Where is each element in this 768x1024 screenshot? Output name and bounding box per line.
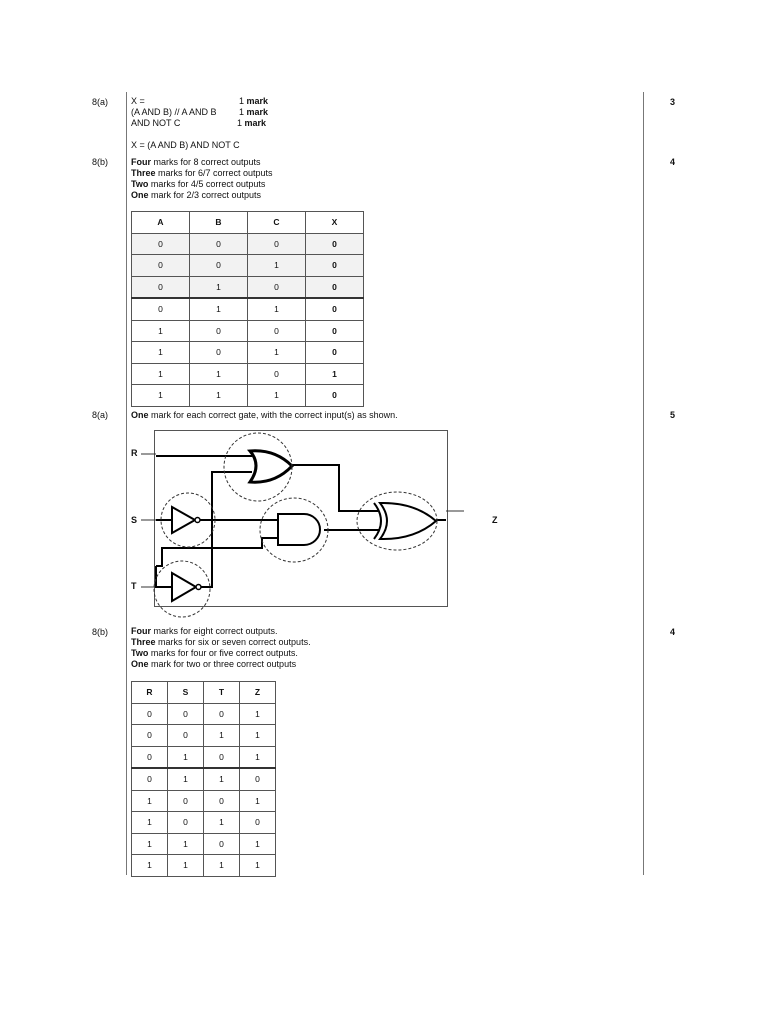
question-number: 8(b) [92,627,109,637]
question-marks: 3 [670,97,676,107]
cell: 0 [190,233,248,255]
criteria-line: One mark for 2/3 correct outputs [131,190,262,200]
table-row [132,746,276,768]
cell: 1 [240,833,276,855]
answer-line-3: AND NOT C [131,118,181,128]
cell: 1 [204,768,240,790]
cell: 0 [132,725,168,747]
question-marks: 5 [670,410,676,420]
criteria-line: Three marks for 6/7 correct outputs [131,168,273,178]
cell: 1 [132,790,168,812]
cell: 1 [190,363,248,385]
cell: 0 [248,363,306,385]
header-s: S [168,682,204,704]
cell: 0 [248,320,306,342]
not-gate-2-bubble [196,585,201,590]
cell: 1 [168,855,204,877]
question-number: 8(b) [92,157,109,167]
cell: 0 [132,298,190,320]
final-expression: X = (A AND B) AND NOT C [131,140,240,150]
criteria-line: Two marks for 4/5 correct outputs [131,179,266,189]
xor-gate [380,503,436,539]
cell: 0 [240,768,276,790]
criteria-line: Four marks for eight correct outputs. [131,626,278,636]
criteria-line: Four marks for 8 correct outputs [131,157,261,167]
table-row [132,790,276,812]
header-t: T [204,682,240,704]
cell: 0 [306,255,364,277]
table-row [132,703,276,725]
cell: 1 [132,363,190,385]
cell: 1 [248,342,306,364]
question-number: 8(a) [92,410,109,420]
header-c: C [248,212,306,234]
and-gate [278,514,320,545]
cell: 0 [132,768,168,790]
cell: 0 [168,790,204,812]
cell: 0 [132,233,190,255]
cell: 1 [132,342,190,364]
cell: 0 [204,790,240,812]
output-label-z: Z [492,515,498,525]
cell: 1 [240,725,276,747]
answer-line-1: X = [131,96,145,106]
table-row [132,725,276,747]
cell: 1 [190,385,248,407]
cell: 0 [190,342,248,364]
cell: 0 [306,342,364,364]
cell: 0 [204,746,240,768]
header-x: X [306,212,364,234]
table-row [132,833,276,855]
cell: 1 [248,255,306,277]
cell: 1 [240,855,276,877]
cell: 0 [168,703,204,725]
cell: 1 [248,298,306,320]
criteria-line: Two marks for four or five correct outputs. [131,648,298,658]
cell: 0 [306,233,364,255]
cell: 1 [190,276,248,298]
cell: 1 [168,833,204,855]
cell: 0 [132,746,168,768]
cell: 0 [132,276,190,298]
cell: 1 [204,855,240,877]
cell: 0 [306,298,364,320]
cell: 0 [132,255,190,277]
mark-3: 1 mark [237,118,267,128]
cell: 1 [168,768,204,790]
answer-line-2: (A AND B) // A AND B [131,107,217,117]
cell: 0 [248,233,306,255]
not-gate-2 [172,573,196,601]
cell: 1 [132,385,190,407]
header-z: Z [240,682,276,704]
table-row [132,768,276,790]
cell: 0 [190,255,248,277]
criteria-line: One mark for two or three correct outputs [131,659,297,669]
xor-gate-arc [374,503,381,539]
cell: 1 [240,790,276,812]
criteria-line: Three marks for six or seven correct outputs. [131,637,311,647]
input-label-s: S [131,515,138,525]
truth-table-rstz [131,681,276,877]
header-b: B [190,212,248,234]
cell: 0 [168,812,204,834]
cell: 1 [190,298,248,320]
cell: 0 [306,385,364,407]
cell: 0 [204,703,240,725]
cell: 0 [240,812,276,834]
table-row [132,855,276,877]
not-gate-1 [172,507,195,533]
cell: 0 [204,833,240,855]
not-gate-1-bubble [195,518,200,523]
input-label-r: R [131,448,138,458]
cell: 1 [168,746,204,768]
cell: 1 [204,725,240,747]
mark-2: 1 mark [239,107,269,117]
question-marks: 4 [670,627,676,637]
cell: 0 [306,320,364,342]
cell: 1 [306,363,364,385]
header-r: R [132,682,168,704]
input-label-t: T [131,581,137,591]
cell: 1 [248,385,306,407]
cell: 0 [248,276,306,298]
cell: 0 [168,725,204,747]
cell: 0 [306,276,364,298]
mark-1: 1 mark [239,96,269,106]
cell: 1 [240,703,276,725]
cell: 1 [132,833,168,855]
cell: 1 [132,855,168,877]
cell: 0 [132,703,168,725]
question-marks: 4 [670,157,676,167]
cell: 0 [190,320,248,342]
header-a: A [132,212,190,234]
cell: 1 [204,812,240,834]
cell: 1 [132,812,168,834]
question-number: 8(a) [92,97,109,107]
or-gate [250,451,292,482]
cell: 1 [132,320,190,342]
table-row [132,812,276,834]
cell: 1 [240,746,276,768]
instruction-line: One mark for each correct gate, with the correct input(s) as shown. [131,410,398,420]
